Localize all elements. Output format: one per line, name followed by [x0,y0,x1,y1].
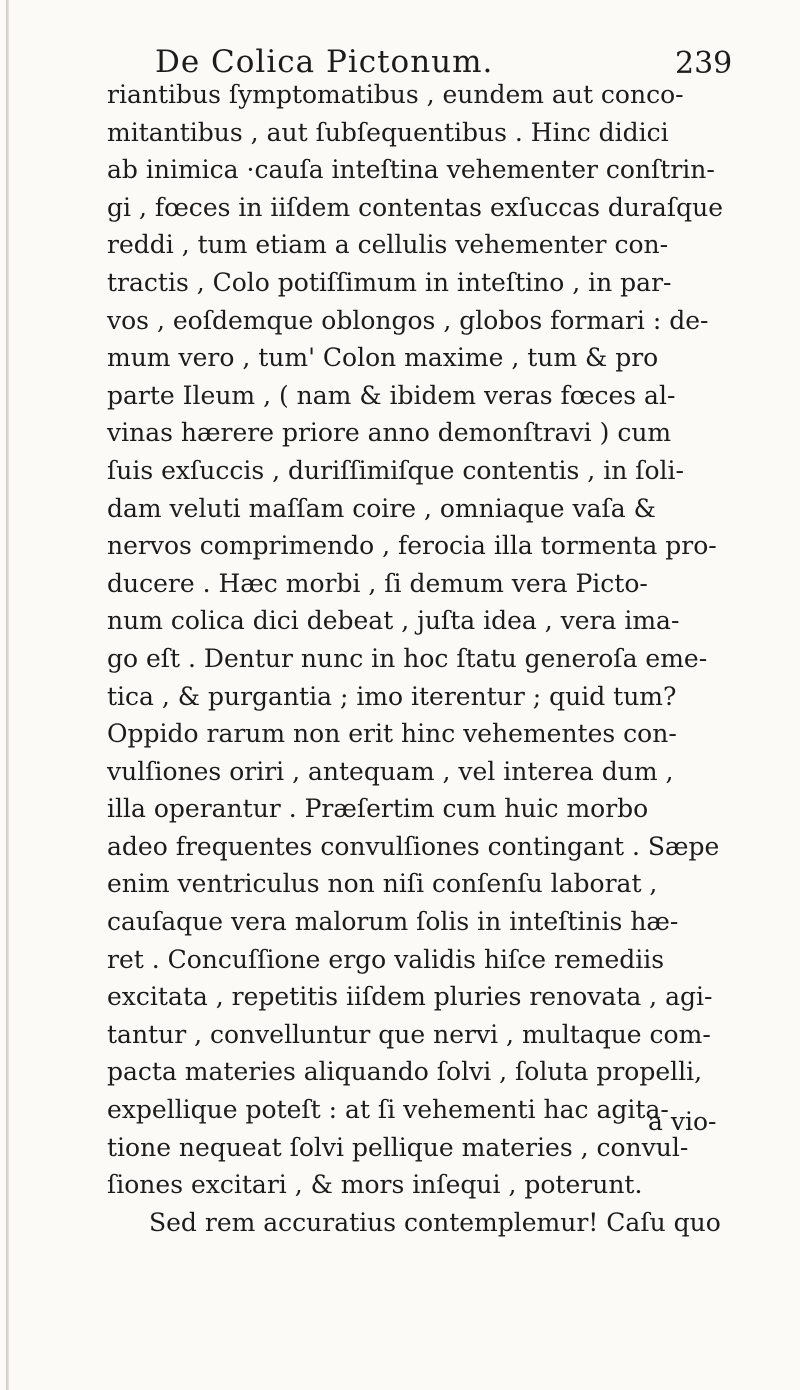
text-line: nervos comprimendo , ferocia illa tormenta pro- [107,531,717,561]
text-line: adeo frequentes convulſiones contingant . Sæpe [107,831,720,861]
text-line: parte Ileum , ( nam & ibidem veras fœces al- [107,380,676,410]
text-line: excitata , repetitis iiſdem pluries renovata , agi- [107,982,713,1012]
page-binding-edge [6,0,9,1390]
text-line: tione nequeat ſolvi pellique materies , convul- [107,1132,689,1162]
running-head: De Colica Pictonum. [155,44,494,80]
text-line: ſuis exſuccis , duriſſimiſque contentis , in ſoli- [107,455,684,485]
text-line: ſiones excitari , & mors inſequi , poterunt. [107,1170,643,1200]
text-line: reddi , tum etiam a cellulis vehementer con- [107,230,669,260]
text-line: vulſiones oriri , antequam , vel interea dum , [107,756,674,786]
text-line: vos , eoſdemque oblongos , globos formari : de- [107,305,709,335]
text-line: ducere . Hæc morbi , ſi demum vera Picto- [107,568,648,598]
text-line: ab inimica ·cauſa inteſtina vehementer conſtrin- [107,155,715,185]
text-line: mum vero , tum' Colon maxime , tum & pro [107,343,659,373]
text-line: dam veluti maſſam coire , omniaque vaſa & [107,493,656,523]
text-line: riantibus ſymptomatibus , eundem aut conco- [107,80,684,109]
catchword: a vio- [648,1107,717,1136]
text-line: num colica dici debeat , juſta idea , vera ima- [107,606,680,636]
text-line: tantur , convelluntur que nervi , multaque com- [107,1019,711,1049]
text-line: pacta materies aliquando ſolvi , ſoluta propelli, [107,1057,703,1087]
text-line: tractis , Colo potiſſimum in inteſtino , in par- [107,267,672,297]
text-line: gi , fœces in iiſdem contentas exſuccas duraſque [107,192,723,222]
text-line: cauſaque vera malorum ſolis in inteſtinis hæ- [107,907,679,937]
text-line: vinas hærere priore anno demonſtravi ) cum [107,418,672,448]
body-text [107,76,782,1241]
text-line: enim ventriculus non niſi conſenſu laborat , [107,869,658,899]
text-line: Oppido rarum non erit hinc vehementes con- [107,719,677,749]
text-line: tica , & purgantia ; imo iterentur ; quid tum? [107,681,677,711]
text-line: Sed rem accuratius contemplemur! Caſu quo [149,1207,721,1237]
text-line: go eſt . Dentur nunc in hoc ſtatu generoſa eme- [107,643,708,673]
text-line: expellique poteſt : at ſi vehementi hac agita- [107,1095,669,1125]
text-line: mitantibus , aut ſubſequentibus . Hinc didici [107,117,669,147]
page-number: 239 [675,46,733,81]
text-line: illa operantur . Præſertim cum huic morbo [107,794,649,824]
text-line: ret . Concuſſione ergo validis hiſce remediis [107,944,665,974]
